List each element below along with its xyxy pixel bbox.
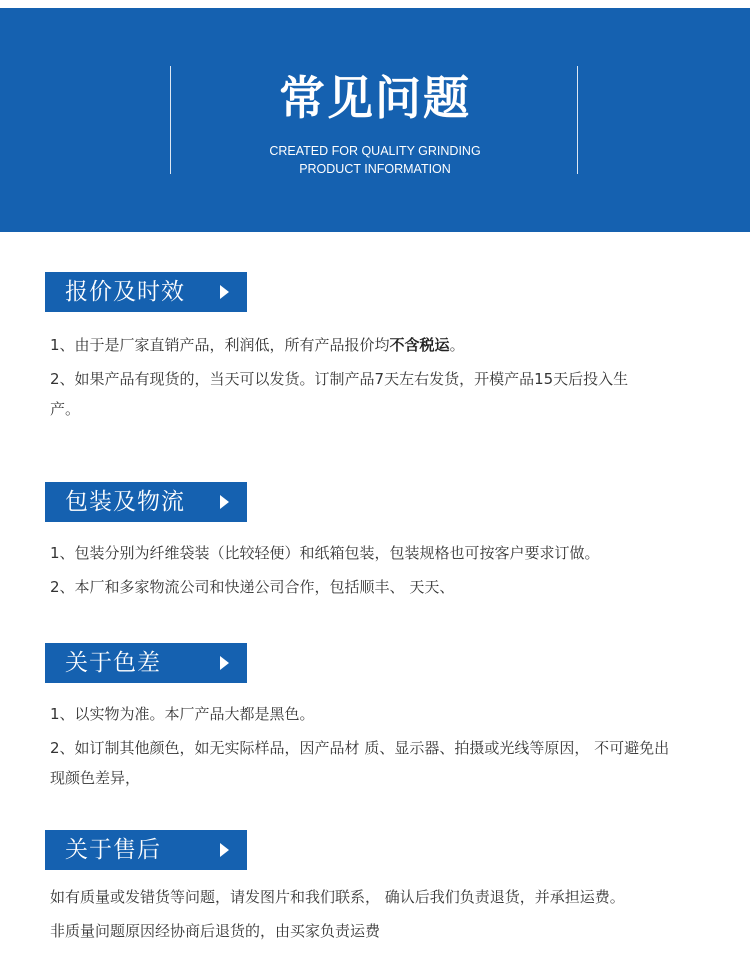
- aftersales-item-1: 如有质量或发错货等问题，请发图片和我们联系， 确认后我们负责退货，并承担运费。: [50, 888, 625, 906]
- section-heading-label: 关于色差: [65, 650, 161, 676]
- subtitle-line-1: CREATED FOR QUALITY GRINDING: [269, 144, 481, 158]
- packaging-item-1: 1、包装分别为纤维袋装（比较轻便）和纸箱包装，包装规格也可按客户要求订做。: [50, 544, 600, 562]
- section-heading-label: 包装及物流: [65, 489, 185, 515]
- color-item-1: 1、以实物为准。本厂产品大都是黑色。: [50, 705, 315, 723]
- section-heading-aftersales: [45, 830, 247, 870]
- top-margin: [0, 0, 750, 8]
- pricing-item-2: 2、如果产品有现货的，当天可以发货。订制产品7天左右发货，开模产品15天后投入生产。: [50, 370, 629, 418]
- play-triangle-icon: [220, 656, 229, 670]
- section-heading-label: 关于售后: [65, 837, 161, 863]
- play-triangle-icon: [220, 285, 229, 299]
- section-heading-color: [45, 643, 247, 683]
- play-triangle-icon: [220, 843, 229, 857]
- aftersales-item-2: 非质量问题原因经协商后退货的，由买家负责运费: [50, 922, 381, 940]
- pricing-item-1: 1、由于是厂家直销产品，利润低，所有产品报价均不含税运。: [50, 336, 465, 354]
- section-heading-packaging: [45, 482, 247, 522]
- play-triangle-icon: [220, 495, 229, 509]
- header-banner: [0, 8, 750, 232]
- page-title: 常见问题: [279, 71, 471, 125]
- subtitle-line-2: PRODUCT INFORMATION: [299, 162, 451, 176]
- page-subtitle: [0, 142, 750, 178]
- packaging-item-2: 2、本厂和多家物流公司和快递公司合作，包括顺丰、 天天、: [50, 578, 455, 596]
- bold-emphasis: 不含税运: [389, 336, 450, 354]
- section-heading-pricing: [45, 272, 247, 312]
- color-item-2: 2、如订制其他颜色，如无实际样品，因产品材 质、显示器、拍摄或光线等原因， 不可避免出现颜色差异，: [50, 739, 670, 787]
- section-heading-label: 报价及时效: [65, 279, 185, 305]
